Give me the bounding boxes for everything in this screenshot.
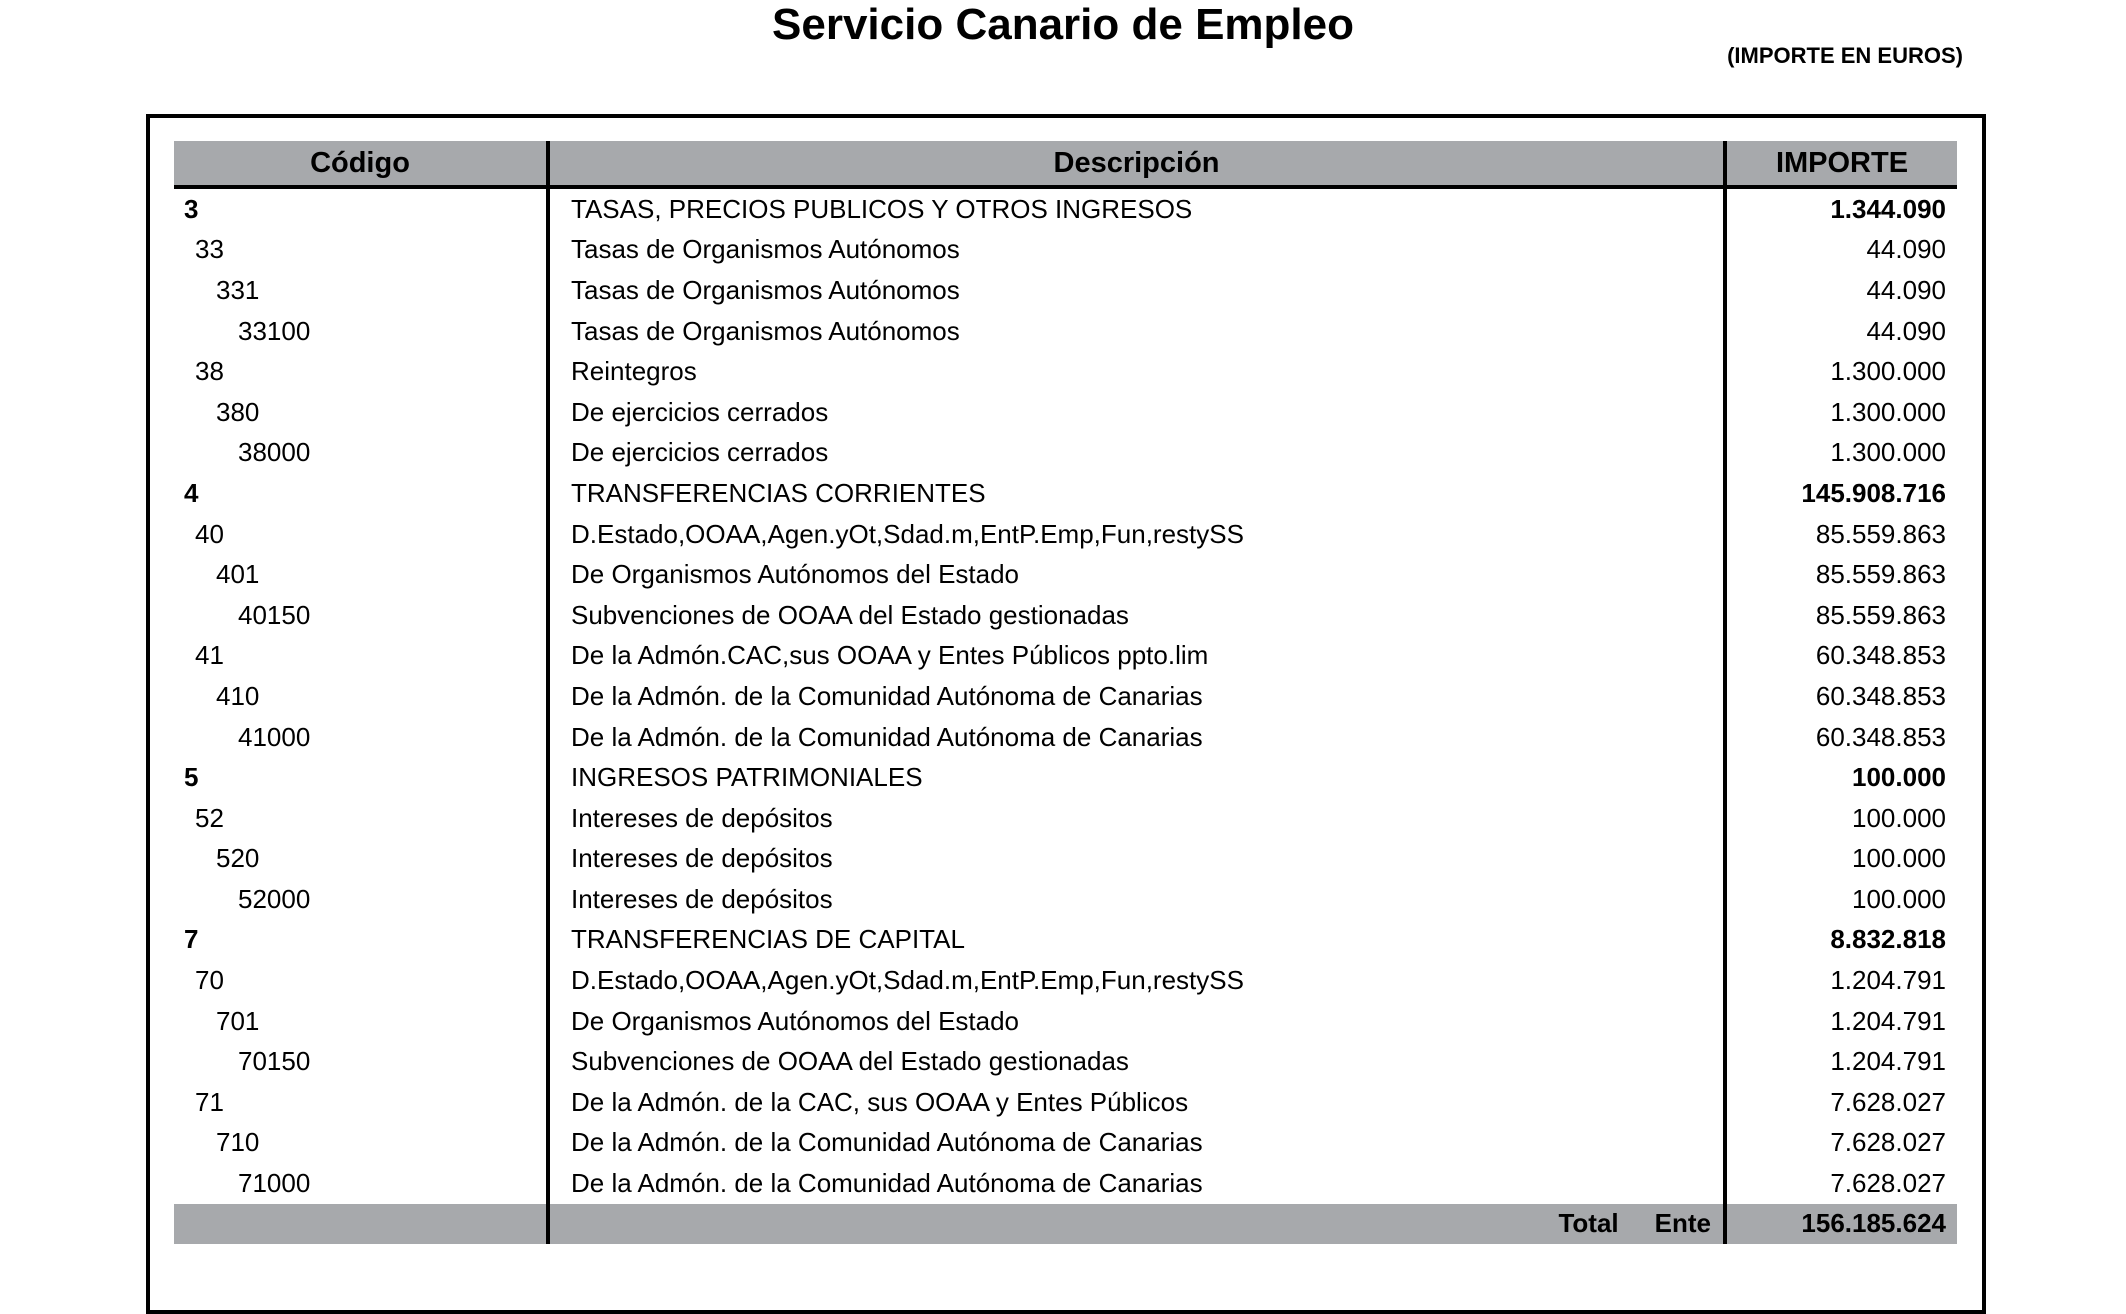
row-amount: 44.090 [1866, 234, 1946, 265]
table-row [174, 392, 1957, 433]
table-row [174, 798, 1957, 839]
row-amount: 100.000 [1852, 843, 1946, 874]
table-row [174, 514, 1957, 555]
row-amount: 7.628.027 [1830, 1168, 1946, 1199]
table-row [174, 1001, 1957, 1042]
row-description: De la Admón. de la Comunidad Autónoma de Canarias [548, 717, 1725, 758]
table-row [174, 595, 1957, 636]
row-description: D.Estado,OOAA,Agen.yOt,Sdad.m,EntP.Emp,Fun,restySS [548, 514, 1725, 555]
row-description: Subvenciones de OOAA del Estado gestionadas [548, 595, 1725, 636]
table-row [174, 1163, 1957, 1204]
row-amount: 1.300.000 [1830, 356, 1946, 387]
table-row [174, 351, 1957, 392]
row-amount: 44.090 [1866, 315, 1946, 346]
row-amount: 44.090 [1866, 274, 1946, 305]
row-description: De la Admón.CAC,sus OOAA y Entes Públicos ppto.lim [548, 636, 1725, 677]
document-title: Servicio Canario de Empleo [772, 0, 1354, 49]
row-amount: 85.559.863 [1815, 559, 1946, 590]
row-amount: 145.908.716 [1801, 477, 1946, 508]
row-code: 38000 [174, 433, 548, 474]
row-amount: 1.204.791 [1830, 1005, 1946, 1036]
row-amount: 100.000 [1852, 762, 1946, 793]
row-code: 70150 [174, 1041, 548, 1082]
row-description: De la Admón. de la Comunidad Autónoma de Canarias [548, 1123, 1725, 1164]
row-amount: 60.348.853 [1815, 721, 1946, 752]
table-row [174, 473, 1957, 514]
row-description: De la Admón. de la CAC, sus OOAA y Entes Públicos [548, 1082, 1725, 1123]
total-label-1: Total [1558, 1208, 1619, 1239]
row-description: Tasas de Organismos Autónomos [548, 311, 1725, 352]
row-description: INGRESOS PATRIMONIALES [548, 757, 1725, 798]
row-code: 52000 [174, 879, 548, 920]
total-label-2: Ente [1654, 1208, 1711, 1239]
row-code: 3 [174, 187, 548, 230]
total-label [548, 1204, 1725, 1244]
table-row [174, 717, 1957, 758]
row-code: 40 [174, 514, 548, 555]
row-amount: 7.628.027 [1830, 1127, 1946, 1158]
row-code: 33100 [174, 311, 548, 352]
row-code: 7 [174, 920, 548, 961]
row-amount: 1.344.090 [1830, 193, 1946, 224]
row-code: 410 [174, 676, 548, 717]
table-row [174, 757, 1957, 798]
table-header-row [174, 141, 1957, 187]
row-code: 4 [174, 473, 548, 514]
row-description: De ejercicios cerrados [548, 392, 1725, 433]
total-code-cell [174, 1204, 548, 1244]
row-description: De ejercicios cerrados [548, 433, 1725, 474]
row-description: De Organismos Autónomos del Estado [548, 1001, 1725, 1042]
table-row [174, 960, 1957, 1001]
row-code: 331 [174, 270, 548, 311]
table-row [174, 433, 1957, 474]
row-amount: 8.832.818 [1830, 924, 1946, 955]
row-amount: 60.348.853 [1815, 640, 1946, 671]
row-amount: 1.300.000 [1830, 396, 1946, 427]
row-amount: 1.300.000 [1830, 437, 1946, 468]
header-amount: IMPORTE [1725, 141, 1957, 187]
table-row [174, 676, 1957, 717]
row-code: 41 [174, 636, 548, 677]
row-code: 5 [174, 757, 548, 798]
header-code: Código [174, 141, 548, 187]
row-description: De Organismos Autónomos del Estado [548, 554, 1725, 595]
row-code: 41000 [174, 717, 548, 758]
row-description: TRANSFERENCIAS DE CAPITAL [548, 920, 1725, 961]
table-row [174, 839, 1957, 880]
row-description: Tasas de Organismos Autónomos [548, 230, 1725, 271]
row-code: 71000 [174, 1163, 548, 1204]
row-code: 70 [174, 960, 548, 1001]
budget-table [174, 141, 1957, 1244]
row-description: TASAS, PRECIOS PUBLICOS Y OTROS INGRESOS [548, 187, 1725, 230]
row-description: Intereses de depósitos [548, 798, 1725, 839]
row-amount: 100.000 [1852, 802, 1946, 833]
total-amount: 156.185.624 [1725, 1204, 1957, 1244]
row-code: 40150 [174, 595, 548, 636]
table-row [174, 270, 1957, 311]
row-amount: 85.559.863 [1815, 518, 1946, 549]
table-row [174, 1041, 1957, 1082]
row-code: 710 [174, 1123, 548, 1164]
table-row [174, 554, 1957, 595]
table-row [174, 879, 1957, 920]
row-description: Intereses de depósitos [548, 879, 1725, 920]
row-amount: 1.204.791 [1830, 965, 1946, 996]
table-row [174, 311, 1957, 352]
row-code: 71 [174, 1082, 548, 1123]
row-code: 401 [174, 554, 548, 595]
row-description: Subvenciones de OOAA del Estado gestionadas [548, 1041, 1725, 1082]
total-row [174, 1204, 1957, 1244]
table-row [174, 1123, 1957, 1164]
row-description: De la Admón. de la Comunidad Autónoma de Canarias [548, 676, 1725, 717]
row-code: 52 [174, 798, 548, 839]
row-amount: 60.348.853 [1815, 680, 1946, 711]
table-row [174, 1082, 1957, 1123]
row-code: 701 [174, 1001, 548, 1042]
row-description: Tasas de Organismos Autónomos [548, 270, 1725, 311]
row-code: 380 [174, 392, 548, 433]
units-note: (IMPORTE EN EUROS) [1727, 43, 1963, 68]
row-code: 520 [174, 839, 548, 880]
table-body [174, 187, 1957, 1204]
row-amount: 85.559.863 [1815, 599, 1946, 630]
row-description: Reintegros [548, 351, 1725, 392]
table-row [174, 187, 1957, 230]
row-code: 38 [174, 351, 548, 392]
row-description: D.Estado,OOAA,Agen.yOt,Sdad.m,EntP.Emp,Fun,restySS [548, 960, 1725, 1001]
row-code: 33 [174, 230, 548, 271]
row-amount: 7.628.027 [1830, 1086, 1946, 1117]
table-row [174, 230, 1957, 271]
row-amount: 1.204.791 [1830, 1046, 1946, 1077]
header-description: Descripción [548, 141, 1725, 187]
table-row [174, 636, 1957, 677]
row-amount: 100.000 [1852, 883, 1946, 914]
row-description: De la Admón. de la Comunidad Autónoma de Canarias [548, 1163, 1725, 1204]
row-description: Intereses de depósitos [548, 839, 1725, 880]
table-row [174, 920, 1957, 961]
row-description: TRANSFERENCIAS CORRIENTES [548, 473, 1725, 514]
